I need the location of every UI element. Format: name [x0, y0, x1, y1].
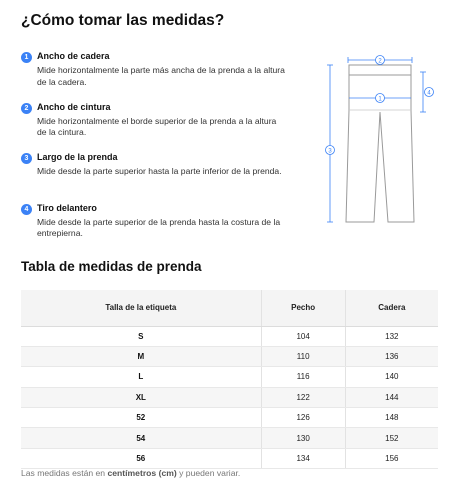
step-description: Mide desde la parte superior de la prenda hasta la costura de la entrepierna.	[37, 216, 281, 238]
chest-cell: 104	[261, 326, 345, 346]
step-number-badge: 4	[21, 204, 32, 215]
hip-cell: 148	[345, 408, 438, 428]
table-row	[21, 408, 438, 428]
chest-cell: 122	[261, 387, 345, 407]
hip-cell: 140	[345, 367, 438, 387]
measurement-steps	[21, 50, 285, 252]
size-cell: 52	[21, 408, 261, 428]
hip-cell: 144	[345, 387, 438, 407]
step-number-badge: 1	[21, 52, 32, 63]
size-cell: L	[21, 367, 261, 387]
step-label: Tiro delantero	[37, 202, 97, 213]
table-row	[21, 448, 438, 468]
table-row	[21, 367, 438, 387]
table-title: Tabla de medidas de prenda	[21, 259, 202, 274]
size-table	[21, 290, 438, 469]
chest-cell: 134	[261, 448, 345, 468]
table-row	[21, 346, 438, 366]
hip-cell: 136	[345, 346, 438, 366]
size-cell: 54	[21, 428, 261, 448]
units-footnote	[21, 468, 240, 478]
chest-cell: 130	[261, 428, 345, 448]
hip-cell: 152	[345, 428, 438, 448]
size-cell: XL	[21, 387, 261, 407]
step-waist-width	[21, 101, 281, 152]
marker-label: 1	[378, 96, 382, 103]
pants-diagram-icon	[318, 50, 438, 230]
step-hip-width	[21, 50, 285, 101]
size-cell: M	[21, 346, 261, 366]
step-label: Ancho de cadera	[37, 51, 110, 61]
column-header: Cadera	[345, 290, 438, 326]
marker-label: 4	[427, 90, 431, 97]
step-label: Largo de la prenda	[37, 152, 118, 162]
footnote-units: centímetros (cm)	[107, 468, 177, 478]
table-row	[21, 387, 438, 407]
table-row	[21, 428, 438, 448]
footnote-text: Las medidas están en	[21, 468, 108, 478]
page-title: ¿Cómo tomar las medidas?	[21, 12, 225, 29]
table-row	[21, 326, 438, 346]
marker-label: 2	[378, 58, 382, 65]
chest-cell: 126	[261, 408, 345, 428]
column-header: Talla de la etiqueta	[21, 290, 261, 326]
step-label: Ancho de cintura	[37, 101, 111, 112]
hip-cell: 156	[345, 448, 438, 468]
table-header-row	[21, 290, 438, 326]
step-number-badge: 3	[21, 153, 32, 164]
size-cell: 56	[21, 448, 261, 468]
footnote-text-end: y pueden variar.	[176, 468, 241, 478]
step-description: Mide desde la parte superior hasta la parte inferior de la prenda.	[37, 166, 282, 176]
step-description: Mide horizontalmente el borde superior de la prenda a la altura de la cintura.	[37, 115, 277, 137]
step-front-rise	[21, 202, 281, 253]
column-header: Pecho	[261, 290, 345, 326]
marker-label: 3	[328, 148, 332, 155]
step-description: Mide horizontalmente la parte más ancha de la prenda a la altura de la cadera.	[37, 65, 285, 87]
chest-cell: 110	[261, 346, 345, 366]
chest-cell: 116	[261, 367, 345, 387]
step-number-badge: 2	[21, 103, 32, 114]
size-cell: S	[21, 326, 261, 346]
step-garment-length	[21, 151, 281, 202]
hip-cell: 132	[345, 326, 438, 346]
